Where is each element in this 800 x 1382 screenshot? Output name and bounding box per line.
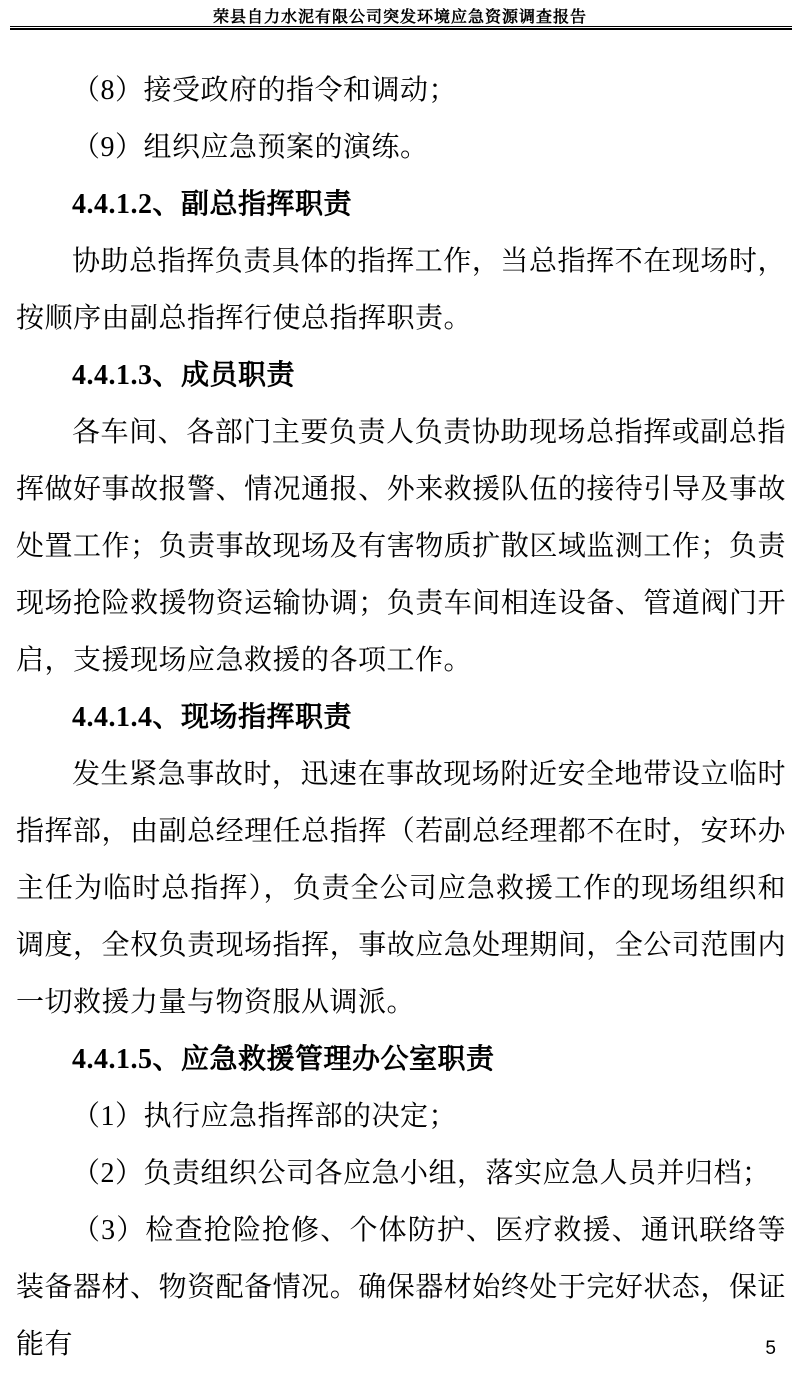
section-heading-4413: 4.4.1.3、成员职责 — [72, 360, 296, 391]
paragraph-deputy-commander-duty: 协助总指挥负责具体的指挥工作，当总指挥不在现场时，按顺序由副总指挥行使总指挥职责。 — [16, 246, 786, 334]
paragraph-member-duty: 各车间、各部门主要负责人负责协助现场总指挥或副总指挥做好事故报警、情况通报、外来救援队伍的接待引导及事故处置工作；负责事故现场及有害物质扩散区域监测工作；负责现场抢险救援物资运输协调；负责车间相连设备、管道阀门开启，支援现场应急救援的各项工作。 — [16, 417, 786, 676]
header-rule-divider — [10, 26, 792, 30]
section-heading-4415: 4.4.1.5、应急救援管理办公室职责 — [72, 1044, 495, 1075]
list-item-9: （9）组织应急预案的演练。 — [72, 132, 429, 163]
page-number: 5 — [765, 1338, 776, 1359]
list-item-1: （1）执行应急指挥部的决定； — [72, 1101, 458, 1132]
list-item-2: （2）负责组织公司各应急小组，落实应急人员并归档； — [72, 1158, 771, 1189]
list-item-3: （3）检查抢险抢修、个体防护、医疗救援、通讯联络等装备器材、物资配备情况。确保器材始终处于完好状态，保证能有 — [16, 1215, 786, 1360]
document-body — [16, 62, 786, 1373]
page-header-title: 荣县自力水泥有限公司突发环境应急资源调查报告 — [212, 9, 587, 26]
section-heading-4412: 4.4.1.2、副总指挥职责 — [72, 189, 353, 220]
section-heading-4414: 4.4.1.4、现场指挥职责 — [72, 702, 353, 733]
paragraph-onsite-commander-duty: 发生紧急事故时，迅速在事故现场附近安全地带设立临时指挥部，由副总经理任总指挥（若副总经理都不在时，安环办主任为临时总指挥），负责全公司应急救援工作的现场组织和调度，全权负责现场指挥，事故应急处理期间，全公司范围内一切救援力量与物资服从调派。 — [16, 759, 786, 1018]
list-item-8: （8）接受政府的指令和调动； — [72, 75, 458, 106]
